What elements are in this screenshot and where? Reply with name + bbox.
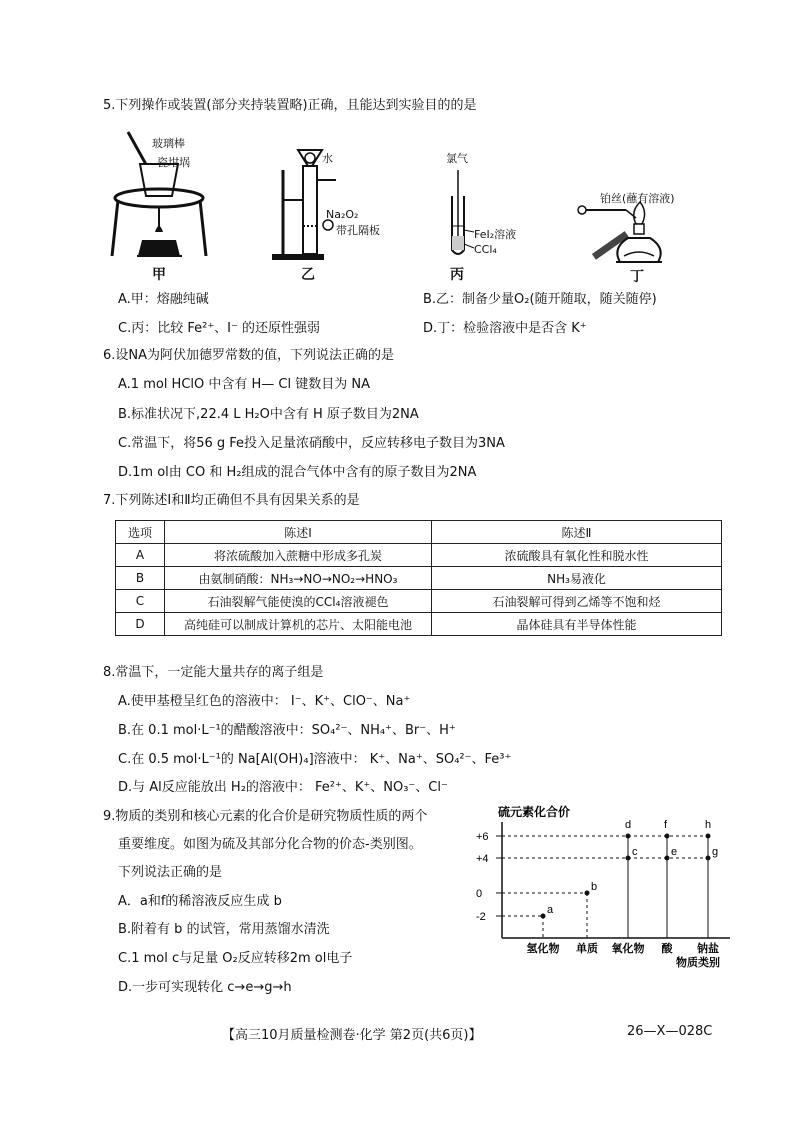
q5-option-a: A.甲：熔融纯碱 <box>118 292 209 307</box>
q5-option-d: D.丁：检验溶液中是否含 K⁺ <box>423 321 587 336</box>
crucible-label: 瓷坩埚 <box>157 156 190 169</box>
table-cell: 石油裂解气能使溴的CCl₄溶液褪色 <box>165 590 432 613</box>
q8-option-b: B.在 0.1 mol·L⁻¹的醋酸溶液中：SO₄²⁻、NH₄⁺、Br⁻、H⁺ <box>118 723 456 738</box>
point-label: b <box>591 881 598 893</box>
q5-option-b: B.乙：制备少量O₂(随开随取，随关随停) <box>423 292 657 307</box>
table-cell: 由氨制硝酸：NH₃→NO→NO₂→HNO₃ <box>165 567 432 590</box>
figure-yi-label: 乙 <box>301 267 315 283</box>
data-point <box>541 914 546 919</box>
q9-stem-1: 9.物质的类别和核心元素的化合价是研究物质性质的两个 <box>103 809 428 824</box>
y-axis-title: 硫元素化合价 <box>498 805 571 819</box>
q8-option-d: D.与 Al反应能放出 H₂的溶液中： Fe²⁺、K⁺、NO₃⁻、Cl⁻ <box>118 780 448 795</box>
q6-option-b: B.标准状况下,22.4 L H₂O中含有 H 原子数目为2NA <box>118 407 419 422</box>
figure-jia-label: 甲 <box>152 267 166 283</box>
table-cell: 将浓硫酸加入蔗糖中形成多孔炭 <box>165 544 432 567</box>
q6-option-d: D.1m ol由 CO 和 H₂组成的混合气体中含有的原子数目为2NA <box>118 465 477 480</box>
x-tick-label: 单质 <box>576 943 598 955</box>
point-label: h <box>705 819 712 831</box>
table-cell: 晶体硅具有半导体性能 <box>432 613 722 636</box>
data-point <box>665 834 670 839</box>
q8-option-c: C.在 0.5 mol·L⁻¹的 Na[Al(OH)₄]溶液中： K⁺、Na⁺、SO₄²⁻、Fe³⁺ <box>118 752 512 767</box>
data-point <box>706 834 711 839</box>
q9-option-d: D.一步可实现转化 c→e→g→h <box>118 980 292 995</box>
q8-option-a: A.使甲基橙呈红色的溶液中： I⁻、K⁺、ClO⁻、Na⁺ <box>118 694 411 709</box>
water-label: 水 <box>322 152 333 165</box>
table-cell: B <box>116 567 165 590</box>
q6-option-a: A.1 mol HClO 中含有 H— Cl 键数目为 NA <box>118 377 371 392</box>
footer-title: 【高三10月质量检测卷·化学 第2页(共6页)】 <box>222 1028 482 1043</box>
point-label: e <box>671 846 678 858</box>
point-label: g <box>712 846 719 858</box>
point-label: c <box>632 846 638 858</box>
q9-option-a: A．a和f的稀溶液反应生成 b <box>118 894 282 909</box>
x-tick-label: 酸 <box>661 943 673 955</box>
q9-stem-3: 下列说法正确的是 <box>118 865 223 880</box>
table-cell: A <box>116 544 165 567</box>
y-tick-label: 0 <box>476 888 483 900</box>
glass-rod-label: 玻璃棒 <box>152 137 185 150</box>
x-axis-title: 物质类别 <box>676 957 720 969</box>
chlorine-label: 氯气 <box>446 152 468 165</box>
data-point <box>585 891 590 896</box>
data-point <box>665 856 670 861</box>
data-point <box>626 856 631 861</box>
q5-option-c: C.丙：比较 Fe²⁺、I⁻ 的还原性强弱 <box>118 321 321 336</box>
ccl4-label: CCl₄ <box>474 243 497 256</box>
point-label: a <box>547 904 554 916</box>
q7-stem: 7.下列陈述Ⅰ和Ⅱ均正确但不具有因果关系的是 <box>103 493 360 508</box>
x-tick-label: 钠盐 <box>697 943 719 955</box>
point-label: f <box>664 819 668 831</box>
y-tick-label: +4 <box>476 853 489 865</box>
q6-stem: 6.设NA为阿伏加德罗常数的值，下列说法正确的是 <box>103 348 395 363</box>
fei2-solution-label: FeI₂溶液 <box>474 228 517 241</box>
point-label: d <box>625 819 632 831</box>
table-cell: 浓硫酸具有氧化性和脱水性 <box>432 544 722 567</box>
table-cell: 石油裂解可得到乙烯等不饱和烃 <box>432 590 722 613</box>
data-point <box>626 834 631 839</box>
footer-code: 26—X—028C <box>627 1024 713 1039</box>
q8-stem: 8.常温下，一定能大量共存的离子组是 <box>103 665 324 680</box>
q6-option-c: C.常温下，将56 g Fe投入足量浓硝酸中，反应转移电子数目为3NA <box>118 436 505 451</box>
x-tick-label: 氢化物 <box>526 943 560 955</box>
q5-stem: 5.下列操作或装置(部分夹持装置略)正确，且能达到实验目的的是 <box>103 98 477 113</box>
header-option: 选项 <box>116 521 165 544</box>
table-cell: C <box>116 590 165 613</box>
platinum-wire-label: 铂丝(蘸有溶液) <box>600 192 675 205</box>
header-statement-1: 陈述Ⅰ <box>165 521 432 544</box>
perforated-plate-label: 带孔隔板 <box>336 224 380 237</box>
table-cell: D <box>116 613 165 636</box>
q9-stem-2: 重要维度。如图为硫及其部分化合物的价态-类别图。 <box>118 837 422 852</box>
x-tick-label: 氧化物 <box>611 943 645 955</box>
y-tick-label: -2 <box>476 911 486 923</box>
y-tick-label: +6 <box>476 831 489 843</box>
q9-option-c: C.1 mol c与足量 O₂反应转移2m ol电子 <box>118 951 353 966</box>
table-cell: NH₃易液化 <box>432 567 722 590</box>
header-statement-2: 陈述Ⅱ <box>432 521 722 544</box>
sodium-peroxide-label: Na₂O₂ <box>326 208 359 221</box>
table-cell: 高纯硅可以制成计算机的芯片、太阳能电池 <box>165 613 432 636</box>
figure-bing-label: 丙 <box>450 267 464 283</box>
data-point <box>706 856 711 861</box>
q9-option-b: B.附着有 b 的试管，常用蒸馏水清洗 <box>118 922 330 937</box>
figure-ding-label: 丁 <box>630 269 644 285</box>
